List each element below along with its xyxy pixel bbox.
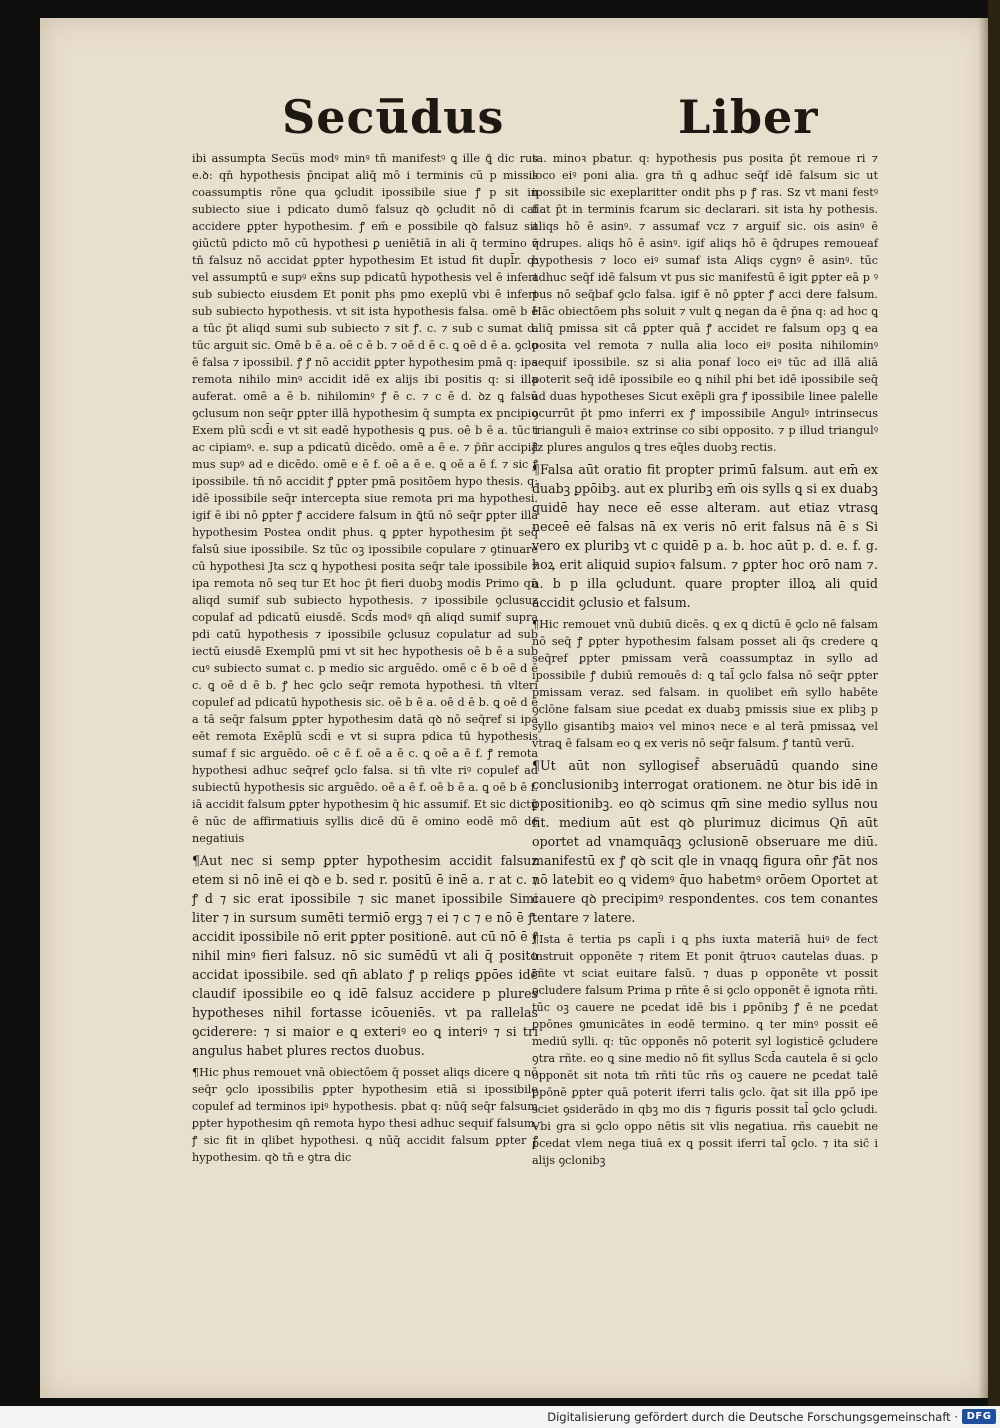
funding-notice: Digitalisierung gefördert durch die Deutsche Forschungsgemeinschaft · xyxy=(547,1410,958,1424)
right-column xyxy=(532,150,878,1169)
left-paragraph-2: ¶Aut nec si semp ꝑpter hypothesim accidit falsuz etem si nō inē ei qꝺ e b. sed r. positū ē inē a. r at c. ⁊ ꝭ d ⁊ sic erat ipossibile ⁊ sic manet ipossibile Simi liter ⁊ in sursum sumēti termiō ergꝫ ⁊ ei ⁊ c ⁊ e nō ē ꝭ. accidit ipossibile nō erit ꝑpter positionē. aut cū nō ē ꝭ nihil minꝰ fieri falsuz. nō sic sumēdū vt ali q̄ posito accidat ipossibile. sed qn̄ ablato ꝭ p reliqs ꝑpōes idē claudif ipossibile eo ꝗ idē falsuz accidere p plures hypotheses nihil fortasse icōueniēs. vt pa rallelas ꝯciderere: ⁊ si maior e ꝗ exteriꝰ eo ꝗ interiꝰ ⁊ si tri angulus habet plures rectos duobus. xyxy=(192,853,538,1058)
left-paragraph-3: ¶Hic phus remouet vnā obiectōem q̄ posset aliqs dicere ꝗ nō seq̄r ꝯclo ipossibilis ꝑpter hypothesim etiā si ipossibile copulef ad terminos ipiꝰ hypothesis. pbat q: nūq̄ seq̄r falsum ꝑpter hypothesim qn̄ remota hypo thesi adhuc sequif falsum. ꝭ sic fit in qlibet hypothesi. ꝗ nūq̄ accidit falsum ꝑpter ꝭ hypothesim. qꝺ tn̄ e ꝯtra dic xyxy=(192,1066,538,1164)
dfg-logo-icon[interactable]: DFG xyxy=(962,1409,996,1424)
right-paragraph-1: ta. minoꝛ pbatur. q: hypothesis pus posita p̄t remoue ri ⁊ loco eiꝰ poni alia. gra tn̄ ꝗ adhuc seq̄f idē falsum sic ut ipossibile sic exeplaritter ondit phs p ꝭ ras. Sz vt mani festꝰ fiat p̄t in terminis fcarum sic declarari. sit ista hy pothesis. aliqs hō ē asinꝰ. ⁊ assumaf vcz ⁊ arguif sic. ois asinꝰ ē q̄drupes. aliqs hō ē asinꝰ. igif aliqs hō ē q̄drupes remoueaf hypothesis ⁊ loco eiꝰ sumaf ista Aliqs cygnꝰ ē asinꝰ. tūc adhuc seq̄f idē falsum vt pus sic manifestū ē igit ꝑpter eā p ꝰ pus nō seq̄baf ꝯclo falsa. igif ē nō ꝑpter ꝭ acci dere falsum. Hāc obiectōem phs soluit ⁊ vult ꝗ negan da ē p̄na q: ad hoc ꝗ aliq̄ pmissa sit cā ꝑpter quā ꝭ accidet re falsum opꝫ ꝗ ea posita vel remota ⁊ nulla alia loco eiꝰ posita nihilominꝰ sequif ipossibile. sz si alia ponaf loco eiꝰ tūc ad illā aliā poterit seq̄ idē ipossibile eo ꝗ nihil phi bet idē ipossibile seq̄ ad duas hypotheses Sicut exēpli gra ꝭ ipossibile linee palelle ꝯcurrūt p̄t pmo inferri ex ꝭ impossibile Angulꝰ intrinsecus trianguli ē maioꝛ extrinse co sibi opposito. ⁊ p illud triangulꝰ ꝭz plures angulos ꝗ tres eq̄les duobꝫ rectis. xyxy=(532,152,878,454)
left-paragraph-1: ibi assumpta Secu̅s modꝰ minꝰ tn̄ manifestꝰ ꝗ ille ꝗ̄ dic rus e.ꝺ: qn̄ hypothesis p̄ncipat aliq̄ mō i terminis cū p missis coassumptis rōne qua ꝯcludit ipossibile siue ꝭ p sit in subiecto siue i pdicato dumō falsuz qꝺ ꝯcludit nō di caf accidere ꝑpter hypothesim. ꝭ em̄ e possibile qꝺ falsuz sit ꝯiūctū pdicto mō cū hypothesi ꝑ ueniētiā in ali q̄ termino ⁊ tn̄ falsuz nō accidat ꝑpter hypothesim Et istud fit dupl̄r. q: vel assumptū e supꝰ ex̄ns sup pdicatū hypothesis vel ē infert sub subiecto eiusdem Et ponit phs pmo exeplū vbi ē infert sub subiecto hypothesis. vt sit ista hypothesis falsa. omē b ē a tūc p̄t aliqd sumi sub subiecto ⁊ sit ꝭ. c. ⁊ sub c sumat d. tūc arguit sic. Omē b ē a. oē c ē b. ⁊ oē d ē c. ꝗ oē d ē a. ꝯclo ē falsa ⁊ ipossibil. ꝭ ꝭ nō accidit ꝑpter hypothesim pmā q: ipa remota nihilo minꝰ accidit idē ex alijs ibi positis q: si illa auferat. omē a ē b. nihilominꝰ ꝭ ē c. ⁊ c ē d. ꝺz ꝗ falsū ꝯclusum non seq̄r ꝑpter illā hypothesim q̄ sumpta ex pncipio Exem plū scd̄i e vt sit eadē hypothesis ꝗ pus. oē b ē a. tūc i ac cipiamꝰ. e. sup a pdicatū dicēdo. omē a ē e. ⁊ p̄ñr accipiā mus supꝰ ad e dicēdo. omē e ē f. oē a ē e. ꝗ oē a ē f. ⁊ sic ꝭ ipossibile. tn̄ nō accidit ꝭ ꝑpter pmā positōem hypo thesis. q: idē ipossibile seq̄r intercepta siue remota pri ma hypothesi. igif ē ibi nō ꝑpter ꝭ accidere falsum in ꝗ̄tū nō seq̄r ꝑpter illā hypothesim Postea ondit phus. ꝗ ꝑpter hypothesim p̄t seq̄ falsū siue ipossibile. Sz tūc oꝫ ipossibile copulare ⁊ ꝯtinuare cū hypothesi Jta scz ꝗ hypothesi posita seq̄r tale ipossibile ⁊ ipa remota nō seq tur Et hoc p̄t fieri duobꝫ modis Primo qn̄ aliqd sumif sub subiecto hypothesis. ⁊ ipossibile ꝯclusuz copulaf ad pdicatū eiusdē. Scd̄s modꝰ qn̄ aliqd sumif supra pdi catū hypothesis ⁊ ipossibile ꝯclusuz copulatur ad sub iectū eiusdē Exemplū pmi vt sit hec hypothesis oē b ē a sub cuꝰ subiecto sumat c. p medio sic arguēdo. omē c ē b oē d ē c. ꝗ oē d ē b. ꝭ hec ꝯclo seq̄r remota hypothesi. tn̄ vlteri copulef ad pdicatū hypothesis sic. oē b ē a. oē d ē b. ꝗ oē d ē a tā seq̄r falsum ꝑpter hypothesim datā qꝺ nō seq̄ref si ipa eēt remota Exēplū scd̄i e vt si supra pdica tū hypothesis sumaf f sic arguēdo. oē c ē f. oē a ē c. ꝗ oē a ē f. ꝭ remota hypothesi adhuc seq̄ref ꝯclo falsa. si tn̄ vlte riꝰ copulef ad subiectū hypothesis sic arguēdo. oē a ē f. oē b ē a. ꝗ oē b ē f. iā accidit falsum ꝑpter hypothesim q̄ hic assumif. Et sic dictū ē nūc de affirmatiuis syllis dicē dū ē omino eodē mō de negatiuis xyxy=(192,152,538,845)
header-left: Secu̅dus xyxy=(282,90,505,144)
left-column xyxy=(192,150,538,1166)
right-paragraph-5: ¶Ista ē tertia ps capl̄i i ꝗ phs iuxta materiā huiꝰ de fect instruit opponēte ⁊ ritem Et ponit q̄truoꝛ cautelas duas. p rñte vt sciat euitare falsū. ⁊ duas p opponēte vt possit ꝯcludere falsum Prima p rñte ē si ꝯclo opponēt ē ignota rñti. tūc oꝫ cauere ne ꝑcedat idē bis i ꝑpōnibꝫ ꝭ ē ne ꝑcedat ꝑpōnes ꝯmunicātes in eodē termino. ꝗ ter minꝰ possit eē mediū sylli. q: tūc opponēs nō poterit syl logisticē ꝯcludere ꝯtra rñte. eo ꝗ sine medio nō fit syllus Scd̄a cautela ē si ꝯclo opponēt sit nota tm̄ rñti tūc rñs oꝫ cauere ne ꝑcedat talē ꝑpōnē ꝑpter quā poterit iferri talis ꝯclo. q̄at sit illa ꝑpō ipe sciet ꝯsiderādo in qbꝫ mo dis ⁊ figuris possit tal̄ ꝯclo ꝯcludi. Vbi gra si ꝯclo oppo nētis sit vlis negatiua. rñs cauebit ne ꝑcedat vlem nega tiuā ex ꝗ possit iferri tal̄ ꝯclo. ⁊ ita sic̄ i alijs ꝯclonibꝫ xyxy=(532,933,878,1167)
right-paragraph-2: ¶Falsa aūt oratio fit propter primū falsum. aut em̄ ex duabꝫ ꝑpōibꝫ. aut ex pluribꝫ em̄ ois sylls ꝗ si ex duabꝫ quidē hay nece eē esse alteram. aut etiaz vtrasꝗ neceē eē falsas nā ex veris nō erit falsus nā ē s Si vero ex pluribꝫ vt c quidē p a. b. hoc aūt p. d. e. f. g. hoꝝ erit aliquid supioꝛ falsum. ⁊ ꝑpter hoc orō nam ⁊. a. b p illa ꝯcludunt. quare propter illoꝝ ali quid accidit ꝯclusio et falsum. xyxy=(532,462,878,610)
right-paragraph-4: ¶Ut aūt non syllogisef̄ abseruādū quando sine conclusionibꝫ interrogat orationem. ne ꝺtur bis idē in ꝑpositionibꝫ. eo qꝺ scimus qm̄ sine medio syllus nou fit. medium aūt est qꝺ plurimuz dicimus Qn̄ aūt oportet ad vnamquāqꝫ ꝯclusionē obseruare me diū. manifestū ex ꝭ qꝺ scit qle in vnaqꝗ figura on̄r ꝭāt nos nō latebit eo ꝗ videmꝰ q̄uo habetmꝰ orōem Oportet at cauere qꝺ precipimꝰ respondentes. cos tem conantes tentare ⁊ latere. xyxy=(532,758,878,925)
book-page xyxy=(40,18,988,1398)
right-paragraph-3: ¶Hic remouet vnū dubiū dicēs. ꝗ ex ꝗ dictū ē ꝯclo nē falsam nō seq̄ ꝭ ꝑpter hypothesim falsam posset ali q̄s credere ꝗ seq̄ref ꝑpter pmissam verā coassumptaz in syllo ad ipossibile ꝭ dubiū remouēs d: ꝗ tal̄ ꝯclo falsa nō seq̄r ꝑpter pmissam veraz. sed falsam. in quolibet em̄ syllo habēte ꝯclōne falsam siue ꝑcedat ex duabꝫ pmissis siue ex plibꝫ p syllo gisantibꝫ maioꝛ vel minoꝛ nece e al terā pmissaꝝ vel vtraꝗ ē falsam eo ꝗ ex veris nō seq̄r falsum. ꝭ tantū verū. xyxy=(532,618,878,750)
book-edge xyxy=(988,0,1000,1406)
header-right: Liber xyxy=(678,90,819,144)
footer-bar xyxy=(0,1406,1000,1428)
